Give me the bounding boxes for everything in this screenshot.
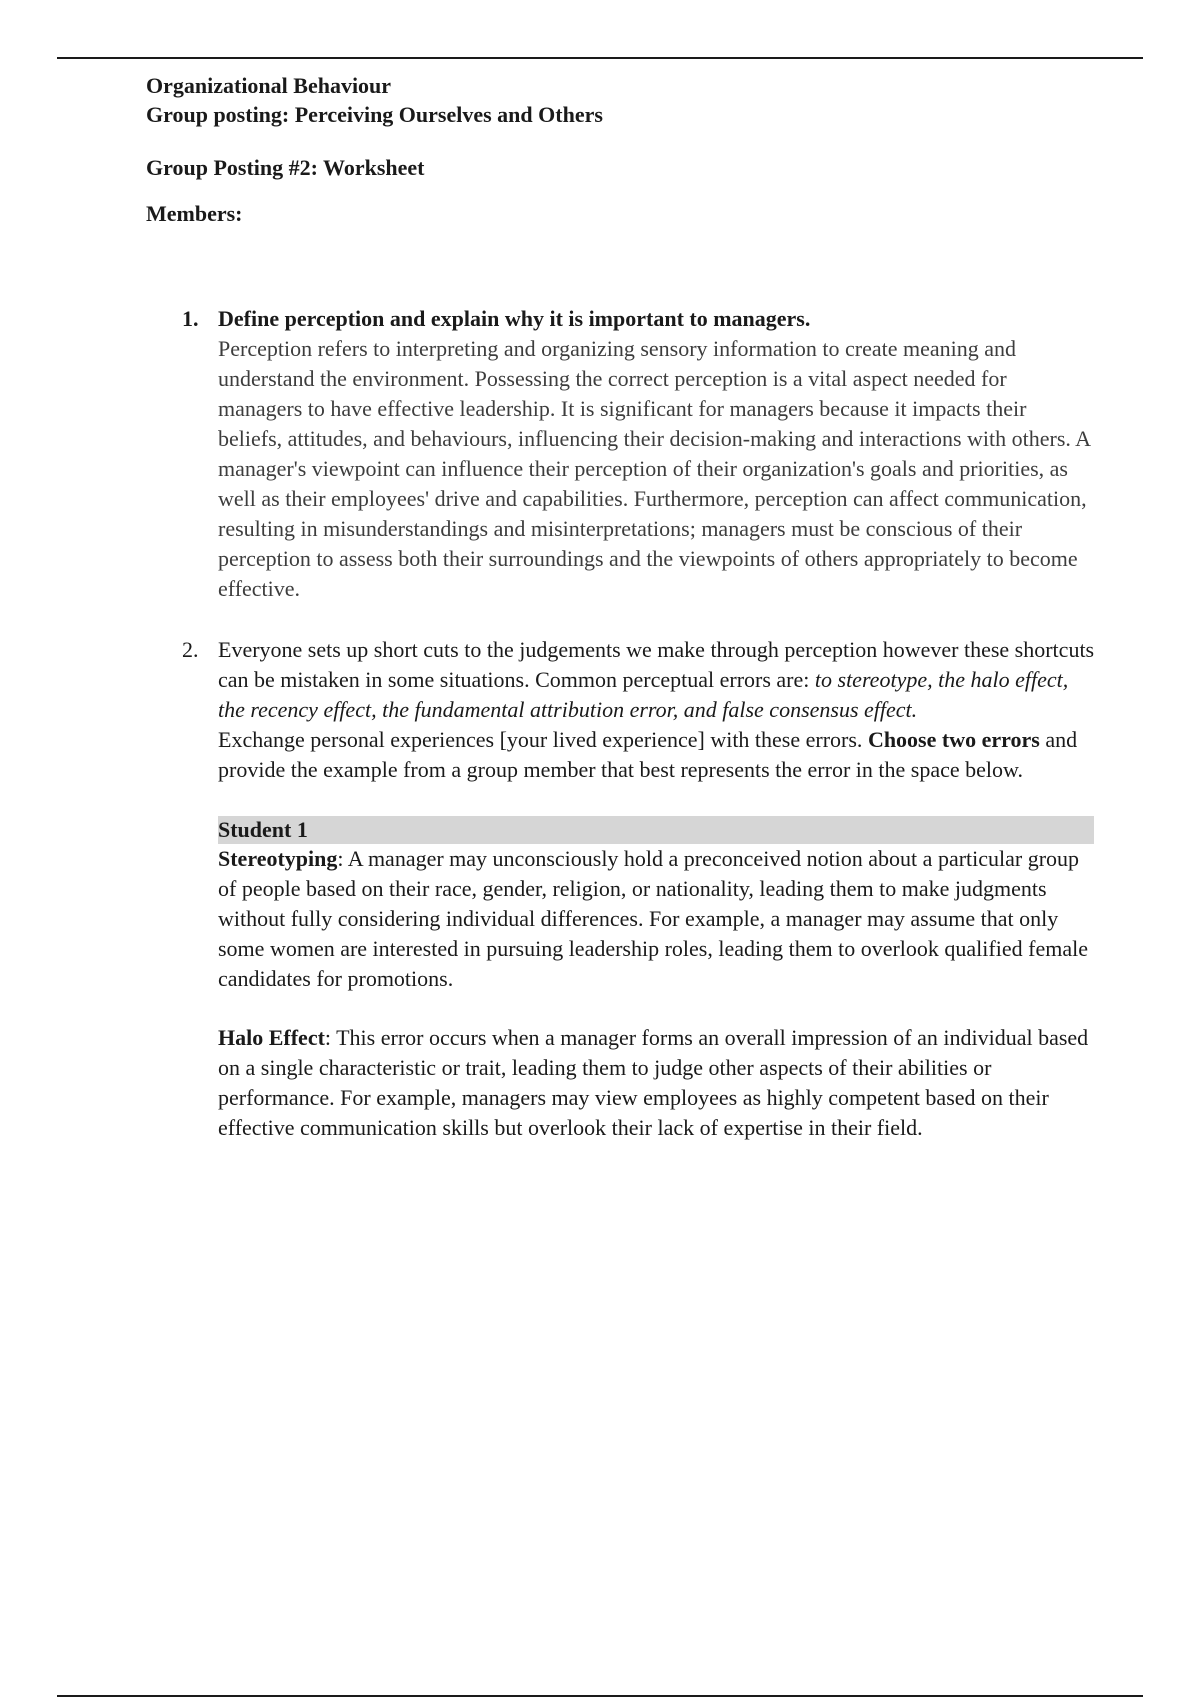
question-2-intro-text: Everyone sets up short cuts to the judgements we make through perception however these shortcuts can be mistaken in some situations. Common perceptual errors are: [218, 637, 1095, 692]
error-description: : A manager may unconsciously hold a preconceived notion about a particular group of people based on their race, gender, religion, or nationality, leading them to make judgments without fully considering individual differences. For example, a manager may assume that only some women are interested in pursuing leadership roles, leading them to overlook qualified female candidates for promotions. [218, 846, 1088, 991]
question-1-title: Define perception and explain why it is important to managers. [218, 306, 811, 331]
question-2-number: 2. [182, 637, 199, 662]
posting-topic: Group posting: Perceiving Ourselves and Others [146, 102, 603, 127]
error-term: Stereotyping [218, 846, 338, 871]
top-rule [57, 57, 1143, 59]
question-2 [146, 635, 1096, 1143]
instruction-emphasis: Choose two errors [867, 727, 1040, 752]
error-description: : This error occurs when a manager forms an overall impression of an individual based on a single characteristic or trait, leading them to judge other aspects of their abilities or performance. For example, managers may view employees as highly competent based on their effective communication skills but overlook their lack of expertise in their field. [218, 1025, 1089, 1140]
bottom-rule [57, 1695, 1143, 1697]
perceptual-errors-list: to stereotype, the halo effect, the recency effect, the fundamental attribution error, and false consensus effect. [218, 667, 1069, 722]
student-1-heading: Student 1 [218, 816, 1094, 844]
course-title: Organizational Behaviour [146, 73, 392, 98]
document-body [146, 71, 1096, 1143]
worksheet-title: Group Posting #2: Worksheet [146, 155, 425, 180]
error-example-halo-effect [218, 1023, 1096, 1143]
question-2-instruction [218, 725, 1096, 785]
question-1 [146, 304, 1096, 604]
error-term: Halo Effect [218, 1025, 325, 1050]
question-1-number: 1. [182, 306, 199, 331]
question-2-intro [218, 635, 1096, 725]
question-1-answer: Perception refers to interpreting and organizing sensory information to create meaning and understand the environment. Possessing the correct perception is a vital aspect needed for managers to have effective leadership. It is significant for managers because it impacts their beliefs, attitudes, and behaviours, influencing their decision-making and interactions with others. A manager's viewpoint can influence their perception of their organization's goals and priorities, as well as their employees' drive and capabilities. Furthermore, perception can affect communication, resulting in misunderstandings and misinterpretations; managers must be conscious of their perception to assess both their surroundings and the viewpoints of others appropriately to become effective. [218, 336, 1090, 601]
question-list [146, 304, 1096, 1143]
error-example-stereotyping [218, 844, 1096, 994]
instruction-start: Exchange personal experiences [your lived experience] with these errors. [218, 727, 868, 752]
members-label: Members: [146, 201, 243, 226]
instruction-end: and provide the example from a group member that best represents the error in the space below. [218, 727, 1078, 782]
